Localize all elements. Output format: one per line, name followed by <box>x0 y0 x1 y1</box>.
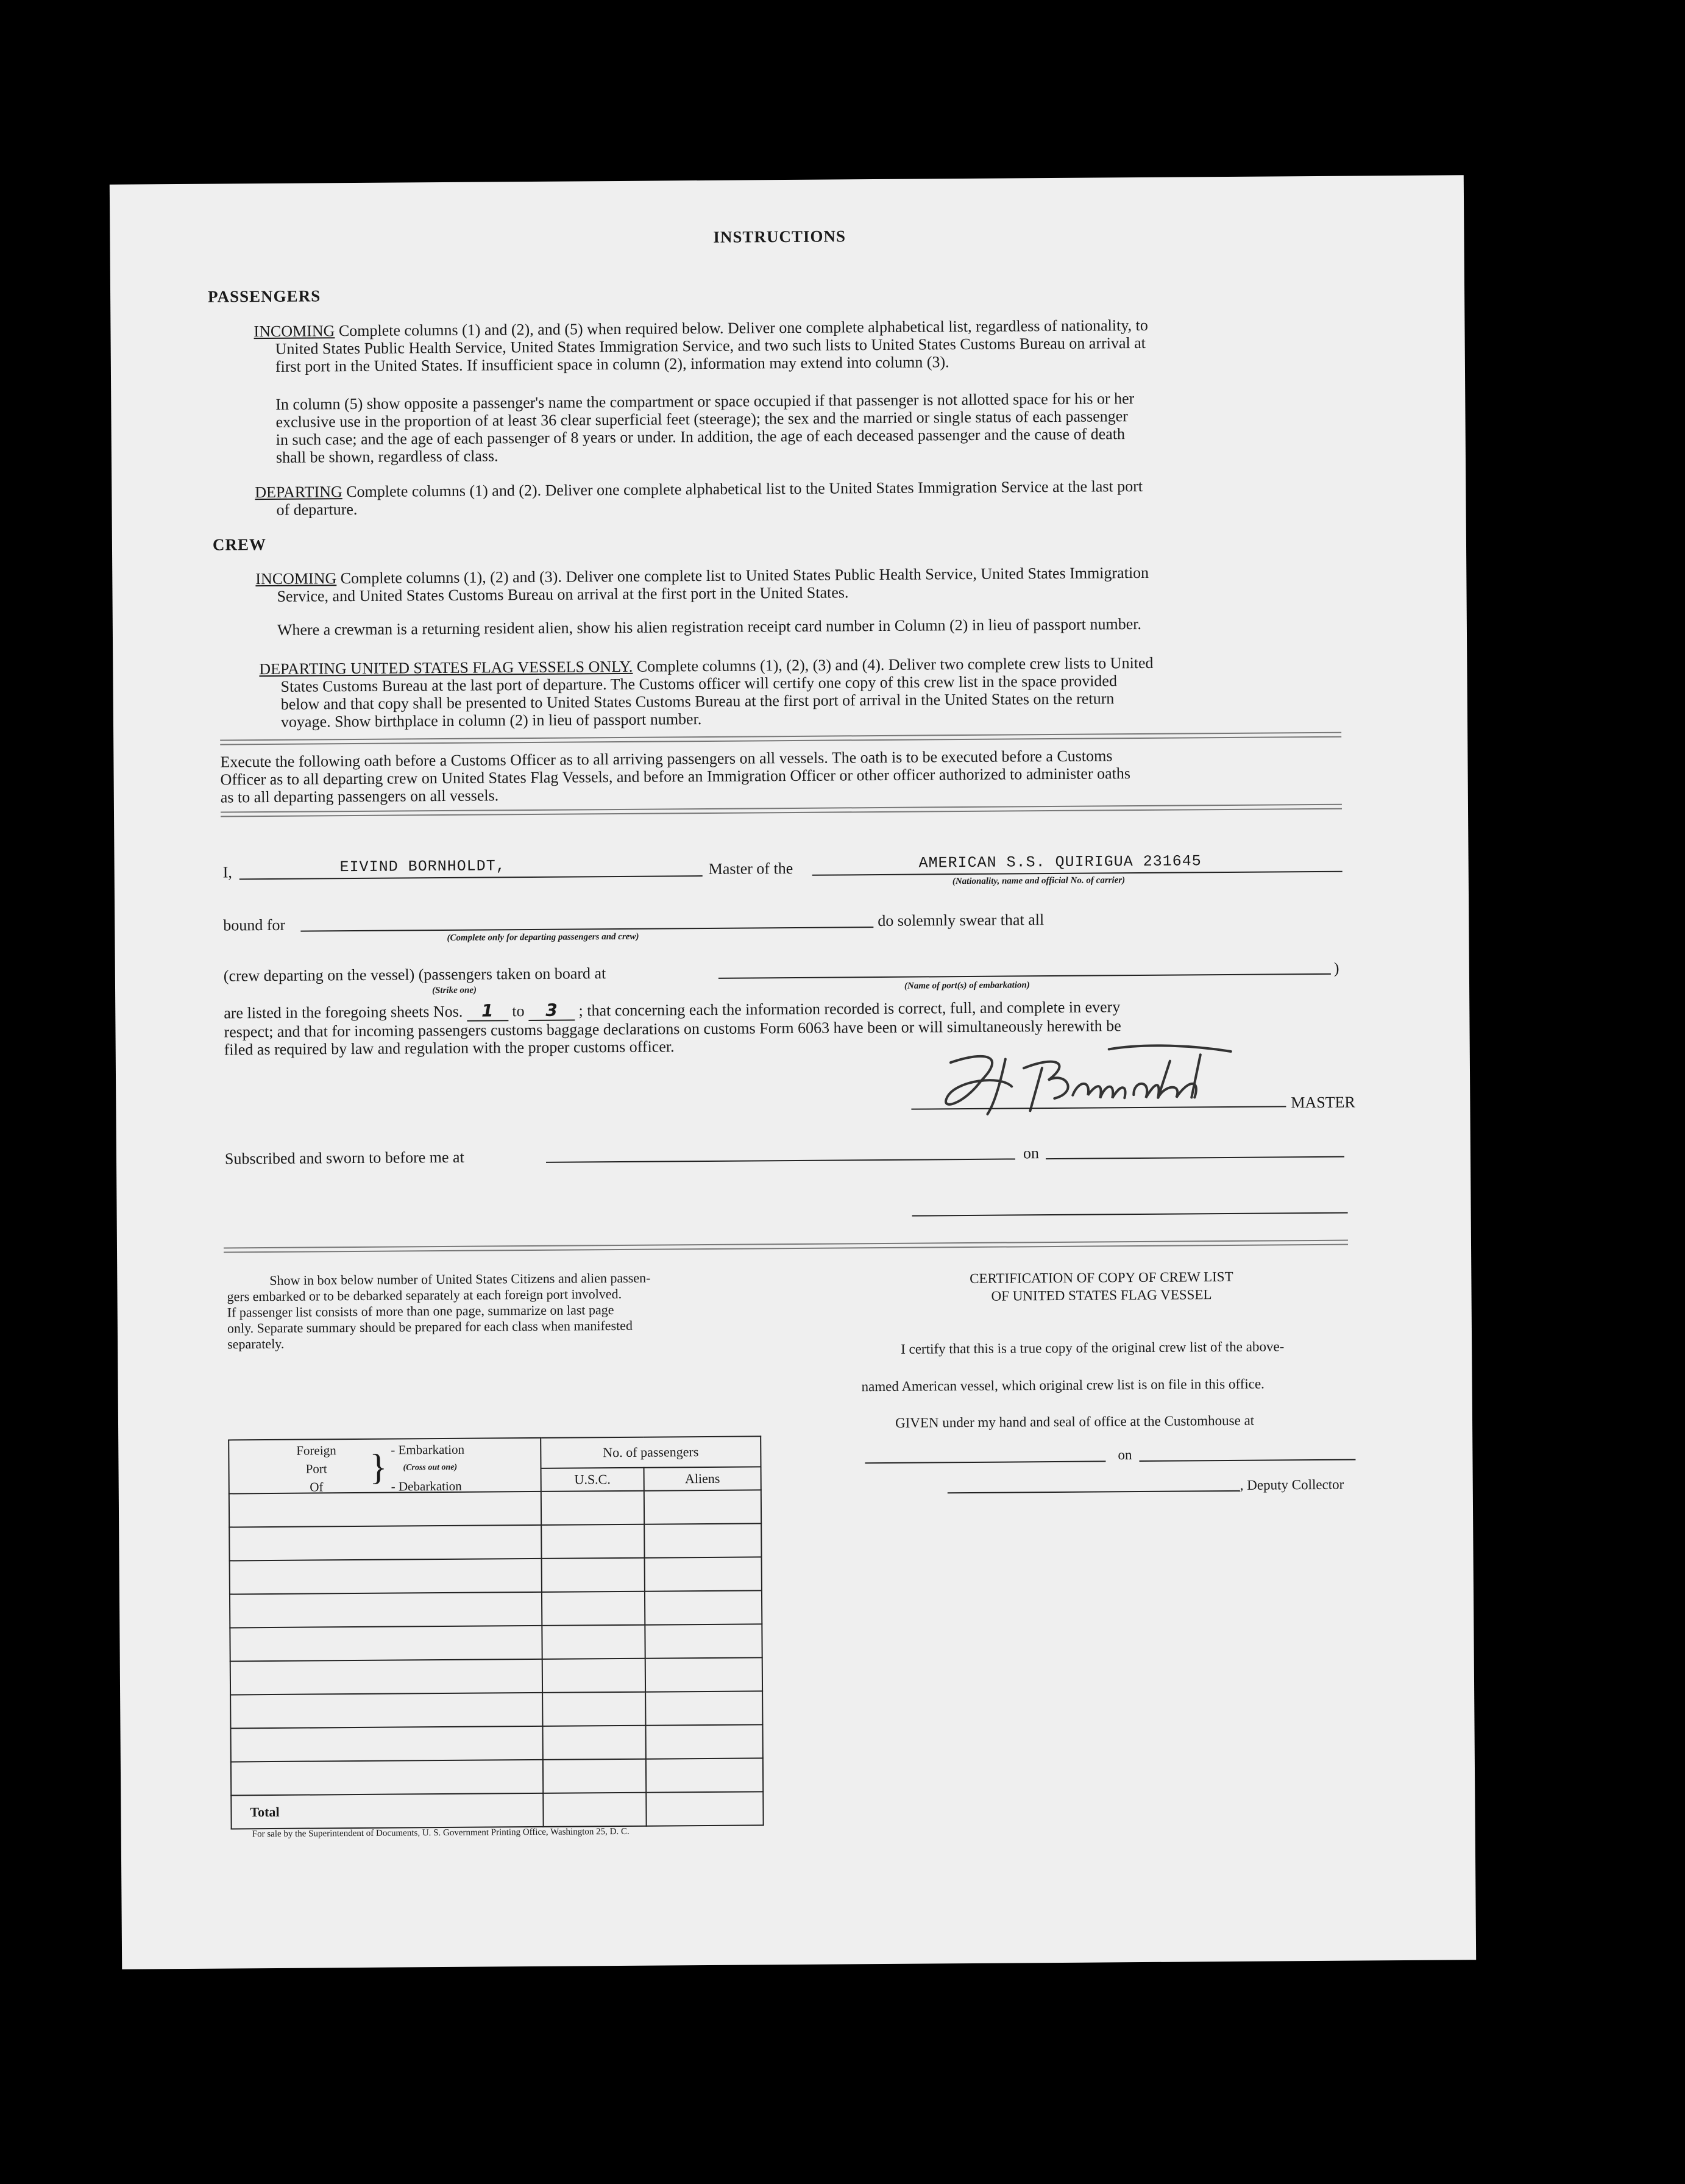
table-row <box>230 1724 762 1762</box>
divider <box>221 804 1342 817</box>
passengers-incoming-paragraph: INCOMING Complete columns (1) and (2), and (5) when required below. Deliver one complete alphabetical list, regardless of nationality, to United States Public Health Service, United States Immigration Service, and two such lists to United States Customs Bureau on arrival at first port in the United States. If insufficient space in column (2), information may extend into column (3). <box>254 316 1148 375</box>
column5-paragraph: In column (5) show opposite a passenger's name the compartment or space occupied if that passenger is not allotted space for his or her exclusive use in the proportion of at least 36 clear superficial feet (steerage); the sex and the married or single status of each passenger in such case; and the age of each passenger of 8 years or under. In addition, the age of each deceased passenger and the cause of death shall be shown, regardless of class. <box>275 389 1135 466</box>
subscribed-date-line <box>1046 1156 1344 1159</box>
embarkation-ports-line <box>718 973 1331 979</box>
deputy-collector-line <box>948 1490 1240 1493</box>
foreign-port-header: Foreign Port Of } - Embarkation (Cross out one) - Debarkation <box>229 1438 541 1494</box>
table-row <box>230 1557 762 1594</box>
form-page: INSTRUCTIONS PASSENGERS INCOMING Complete columns (1) and (2), and (5) when required below. Deliver one complete alphabetical list, regardless of nationality, to United States Public Health Service, United States Immigration Service, and two such lists to United States Customs Bureau on arrival at first port in the United States. If insufficient space in column (2), information may extend into column (3). In column (5) show opposite a passenger's name the compartment or space occupied if that passenger is not allotted space for his or her exclusive use in the proportion of at least 36 clear superficial feet (steerage); the sex and the married or single status of each passenger in such case; and the age of each passenger of 8 years or under. In addition, the age of each deceased passenger and the cause of death shall be shown, regardless of class. DEPARTING Complete columns (1) and (2). Deliver one complete alphabetical list to the United States Immigration Service at the last port of departure. CREW INCOMING Complete columns (1), (2) and (3). Deliver one complete list to United States Public Health Service, United States Immigration Service, and United States Customs Bureau on arrival at the first port in the United States. Where a crewman is a returning resident alien, show his alien registration receipt card number in Column (2) in lieu of passport number. DEPARTING UNITED STATES FLAG VESSELS ONLY. Complete columns (1), (2), (3) and (4). Deliver two complete crew lists to United States Customs Bureau at the last port of departure. The Customs officer will certify one copy of this crew list in the space provided below and that copy shall be presented to United States Customs Bureau at the first port of arrival in the United States on the return voyage. Show birthplace in column (2) in lieu of passport number. Execute the following oath before a Customs Officer as to all arriving passengers on all vessels. The oath is to be executed before a Customs Officer as to all departing crew on United States Flag Vessels, and before an Immigration Officer or other officer authorized to administer oaths as to all departing passengers on all vessels. I, EIVIND BORNHOLDT, Master of the AMERICAN S.S. QUIRIGUA 231645 (Nationality, name and official No. of carrier) bound for (Complete only for departing passengers and crew) do solemnly swear that all (crew departing on the vessel) (passengers taken on board at (Strike one) (Name of port(s) of embarkation) ) are listed in the foregoing sheets Nos. 1 to 3 ; that concerning each the information recorded is correct, full, and complete in every respect; and that for incoming passengers customs baggage declarations on customs Form 6063 have been or will simultaneously herewith be filed as required by law and regulation with the proper customs officer. MASTER Subscribed and sworn to before me at on Show in box below number of United States Citizens and alien passen- gers embarked or to be debarked separately at each foreign port involved. If passenger list consists of more than one page, summarize on last page only. Separate summary should be prepared for each class when manifested separately. Foreign Port Of } - Embarkation (Cross out one) - Debarkation No. of passengers U.S.C. Aliens Total For sale by the Superintendent of Documents, U. S. Government Printing Office, Washington 25, D. C. CERTIFICATION OF COPY OF CREW LIST OF UNITED STATES FLAG VESSEL I certify that this is a true copy of the original crew list of the above- named American vessel, which original crew list is on file in this office. GIVEN under my hand and seal of office at the Customhouse at on , Deputy Collector <box>110 175 1476 1969</box>
table-row-total: Total <box>231 1791 763 1829</box>
table-row <box>229 1523 761 1560</box>
crew-heading: CREW <box>212 535 267 554</box>
officer-signature-line <box>912 1212 1348 1217</box>
master-name: EIVIND BORNHOLDT, <box>339 857 506 877</box>
summary-instructions: Show in box below number of United States Citizens and alien passen- gers embarked or to be debarked separately at each foreign port involved. If passenger list consists of more than one page, summarize on last page only. Separate summary should be prepared for each class when manifested separately. <box>227 1270 651 1352</box>
sheet-to: 3 <box>545 1000 558 1020</box>
table-row <box>230 1624 762 1661</box>
passengers-incoming-label: INCOMING <box>254 322 335 341</box>
table-row <box>231 1758 763 1795</box>
customhouse-line <box>865 1460 1105 1464</box>
crew-departing-paragraph: DEPARTING UNITED STATES FLAG VESSELS ONLY. Complete columns (1), (2), (3) and (4). Deliver two complete crew lists to United States Customs Bureau at the last port of departure. The Customs officer will certify one copy of this crew list in the space provided below and that copy shall be presented to United States Customs Bureau at the first port of arrival in the United States on the return voyage. Show birthplace in column (2) in lieu of passport number. <box>259 653 1154 731</box>
master-name-line <box>239 875 703 880</box>
instructions-title: INSTRUCTIONS <box>713 227 846 246</box>
table-row <box>230 1657 762 1695</box>
listed-paragraph: are listed in the foregoing sheets Nos. 1 to 3 ; that concerning each the information recorded is correct, full, and complete in every respect; and that for incoming passengers customs baggage declarations on customs Form 6063 have been or will simultaneously herewith be filed as required by law and regulation with the proper customs officer. <box>224 998 1121 1059</box>
master-signature <box>914 1036 1280 1129</box>
vessel-name: AMERICAN S.S. QUIRIGUA 231645 <box>918 852 1202 872</box>
passenger-summary-table: Foreign Port Of } - Embarkation (Cross out one) - Debarkation No. of passengers U.S.C. Aliens Total <box>228 1435 764 1829</box>
certification-title: CERTIFICATION OF COPY OF CREW LIST OF UNITED STATES FLAG VESSEL <box>970 1268 1233 1304</box>
oath-intro: Execute the following oath before a Customs Officer as to all arriving passengers on all vessels. The oath is to be executed before a Customs Officer as to all departing crew on United States Flag Vessels, and before an Immigration Officer or other officer authorized to administer oaths as to all departing passengers on all vessels. <box>220 747 1131 806</box>
subscribed-place-line <box>546 1158 1015 1162</box>
crewman-note: Where a crewman is a returning resident alien, show his alien registration receipt card number in Column (2) in lieu of passport number. <box>277 614 1141 639</box>
vessel-line <box>812 871 1343 876</box>
bound-for-line <box>300 927 873 932</box>
printing-footer: For sale by the Superintendent of Documents, U. S. Government Printing Office, Washington 25, D. C. <box>252 1826 630 1840</box>
passengers-departing-paragraph: DEPARTING Complete columns (1) and (2). Deliver one complete alphabetical list to the United States Immigration Service at the last port of departure. <box>255 477 1143 519</box>
table-row <box>230 1590 762 1627</box>
crew-incoming-paragraph: INCOMING Complete columns (1), (2) and (3). Deliver one complete list to United States Public Health Service, United States Immigration Service, and United States Customs Bureau on arrival at the first port in the United States. <box>255 563 1149 605</box>
brace: } <box>369 1446 388 1487</box>
sheet-from: 1 <box>481 1000 494 1021</box>
passengers-heading: PASSENGERS <box>207 286 321 306</box>
divider <box>220 732 1341 745</box>
divider <box>224 1240 1348 1253</box>
table-row <box>230 1691 762 1728</box>
certification-date-line <box>1139 1459 1355 1462</box>
